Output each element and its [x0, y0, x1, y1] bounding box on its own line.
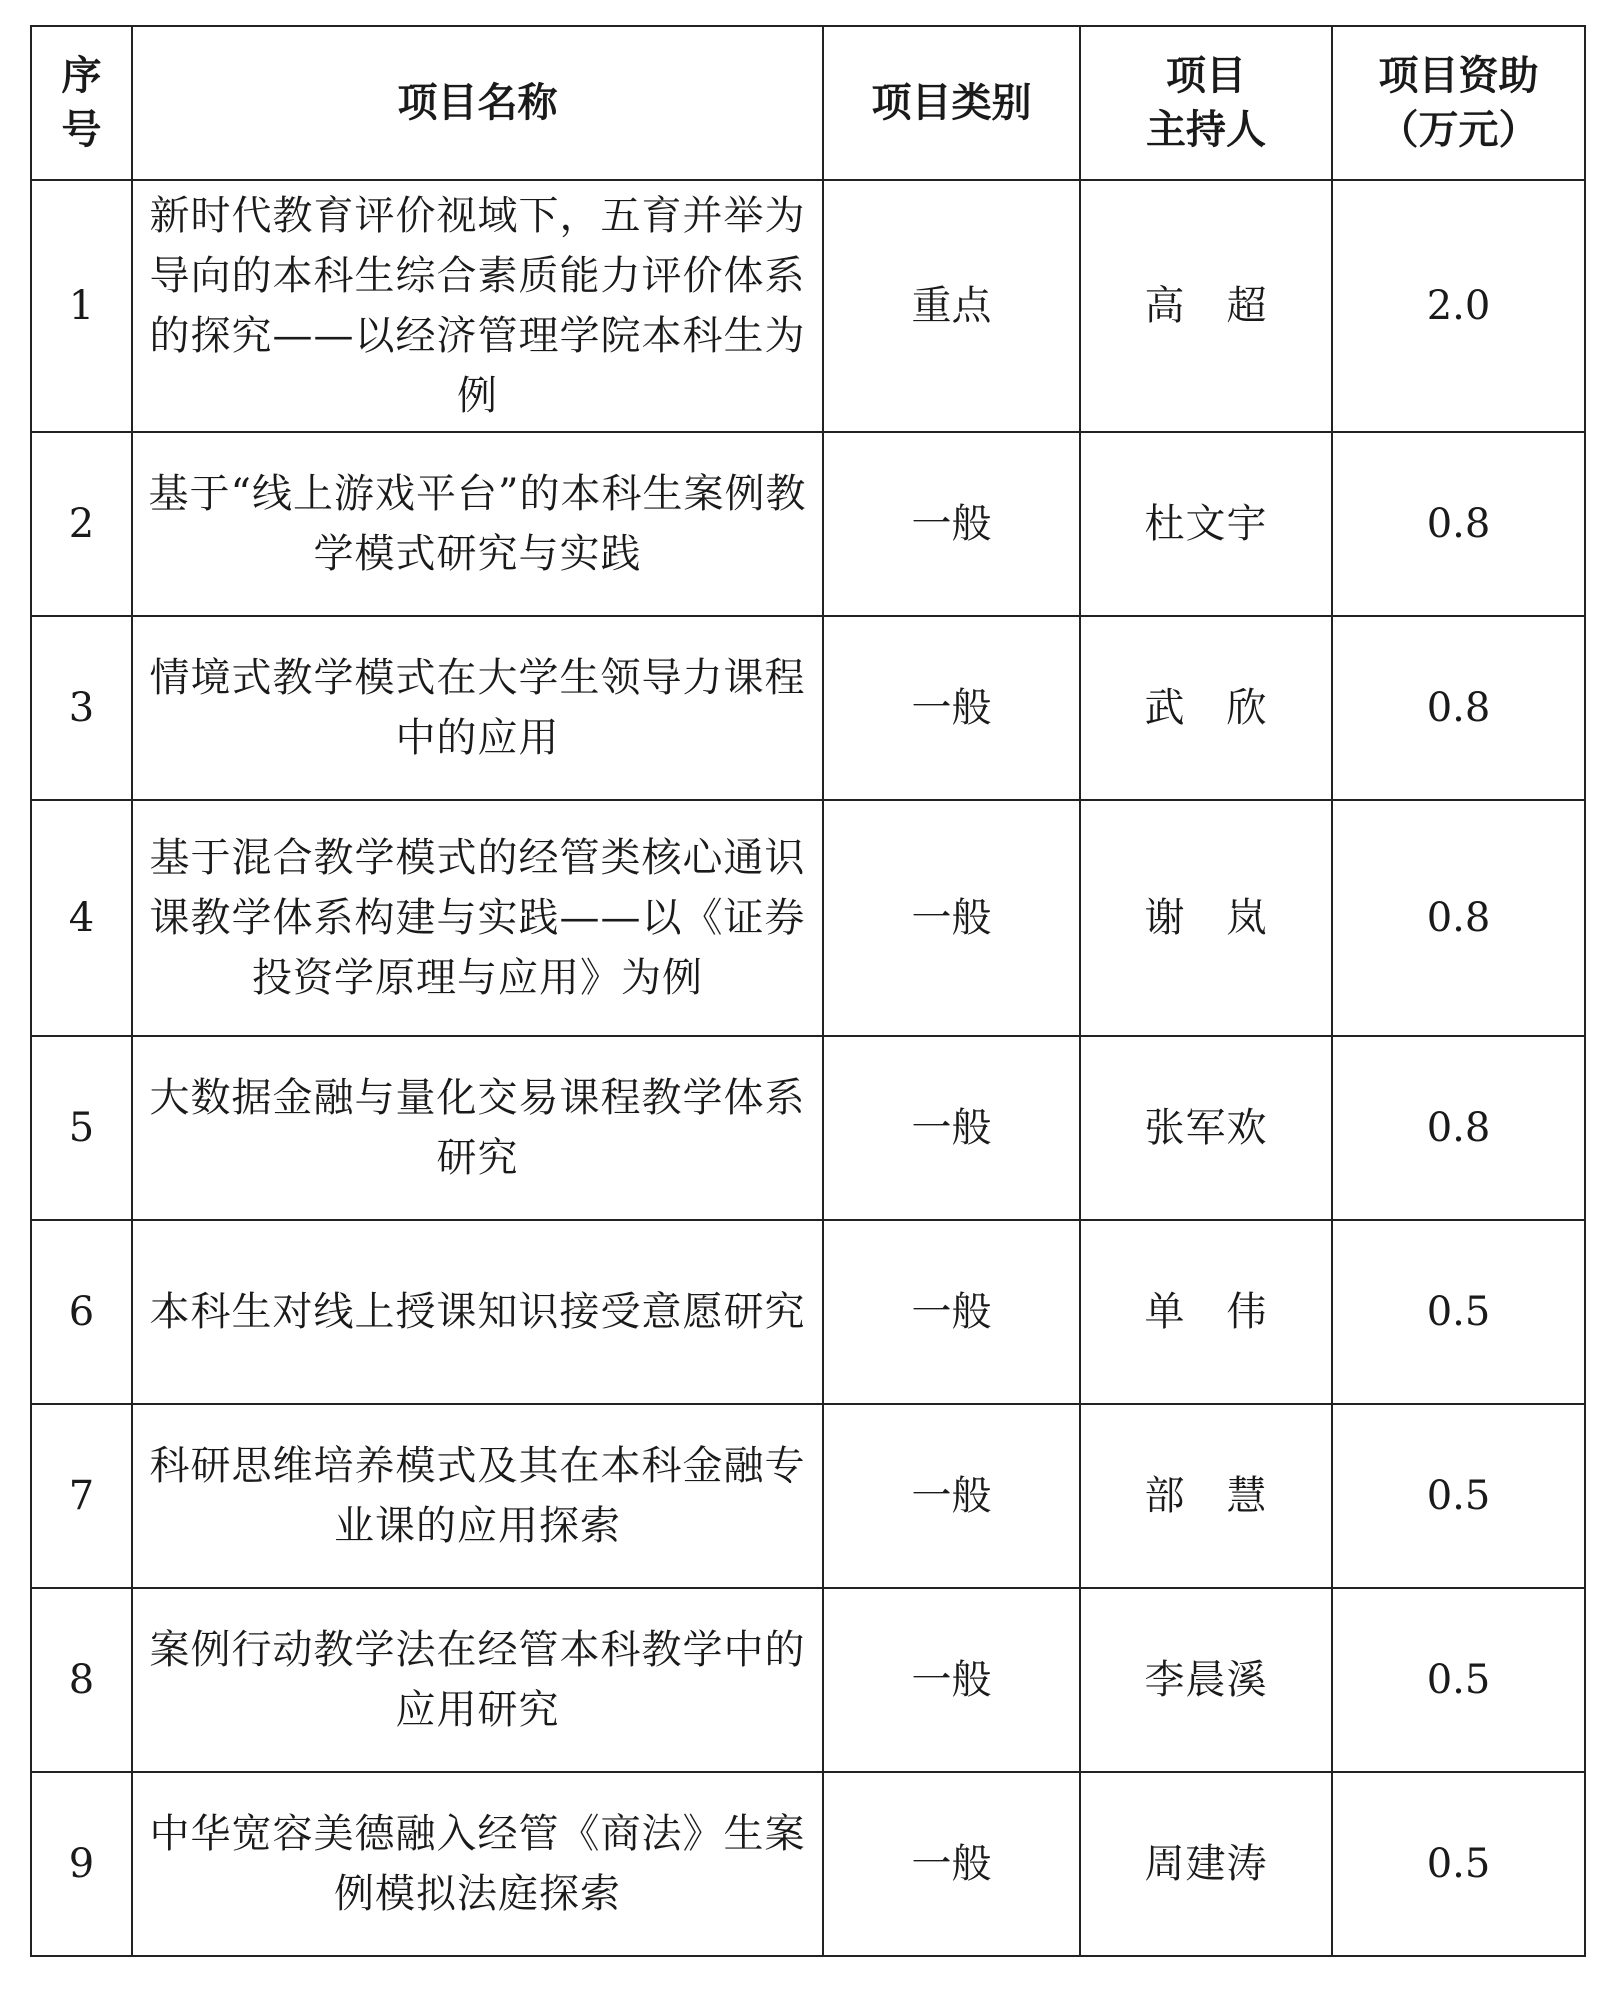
table-row	[31, 800, 1585, 1036]
row-project-funding: 2.0	[1332, 180, 1585, 432]
row-project-name: 案例行动教学法在经管本科教学中的应用研究	[132, 1588, 823, 1772]
row-project-funding: 0.5	[1332, 1588, 1585, 1772]
row-project-funding: 0.8	[1332, 616, 1585, 800]
row-serial-number: 6	[31, 1220, 132, 1404]
row-project-category: 一般	[823, 1220, 1080, 1404]
row-project-name: 科研思维培养模式及其在本科金融专业课的应用探索	[132, 1404, 823, 1588]
row-serial-number: 8	[31, 1588, 132, 1772]
row-project-category: 一般	[823, 1404, 1080, 1588]
row-project-leader-text: 杜文宇	[1144, 501, 1268, 547]
row-serial-number: 2	[31, 432, 132, 616]
header-project-leader	[1080, 26, 1332, 180]
row-project-category: 一般	[823, 1772, 1080, 1956]
row-project-funding: 0.5	[1332, 1772, 1585, 1956]
row-project-funding: 0.8	[1332, 432, 1585, 616]
row-project-category: 一般	[823, 1036, 1080, 1220]
row-project-leader	[1080, 1588, 1332, 1772]
projects-table	[30, 25, 1586, 1957]
row-project-leader	[1080, 800, 1332, 1036]
header-project-funding-line1: 项目资助	[1378, 53, 1539, 99]
row-project-name: 大数据金融与量化交易课程教学体系研究	[132, 1036, 823, 1220]
row-serial-number: 1	[31, 180, 132, 432]
row-project-name: 基于混合教学模式的经管类核心通识课教学体系构建与实践——以《证券投资学原理与应用》为例	[132, 800, 823, 1036]
row-serial-number: 4	[31, 800, 132, 1036]
row-serial-number: 7	[31, 1404, 132, 1588]
table-row	[31, 616, 1585, 800]
row-serial-number: 3	[31, 616, 132, 800]
row-project-funding: 0.8	[1332, 800, 1585, 1036]
row-serial-number: 9	[31, 1772, 132, 1956]
row-project-leader	[1080, 1404, 1332, 1588]
table-row	[31, 1220, 1585, 1404]
row-project-leader	[1080, 616, 1332, 800]
row-project-funding: 0.5	[1332, 1220, 1585, 1404]
row-project-leader-text: 单 伟	[1144, 1289, 1268, 1335]
table-row	[31, 1588, 1585, 1772]
row-project-leader	[1080, 1220, 1332, 1404]
table-row	[31, 1036, 1585, 1220]
header-project-category: 项目类别	[823, 26, 1080, 180]
row-project-leader	[1080, 1036, 1332, 1220]
table-row	[31, 432, 1585, 616]
row-project-name: 本科生对线上授课知识接受意愿研究	[132, 1220, 823, 1404]
header-serial-number: 序号	[31, 26, 132, 180]
row-project-name: 情境式教学模式在大学生领导力课程中的应用	[132, 616, 823, 800]
table-header-row	[31, 26, 1585, 180]
row-project-leader-text: 李晨溪	[1144, 1657, 1268, 1703]
table-row	[31, 180, 1585, 432]
row-project-funding: 0.5	[1332, 1404, 1585, 1588]
row-project-leader-text: 武 欣	[1144, 685, 1268, 731]
row-project-category: 一般	[823, 800, 1080, 1036]
row-project-leader	[1080, 1772, 1332, 1956]
row-project-leader-text: 张军欢	[1144, 1105, 1268, 1151]
header-project-leader-line1: 项目	[1166, 53, 1246, 99]
row-project-leader-text: 谢 岚	[1144, 895, 1268, 941]
row-project-leader-text: 部 慧	[1144, 1473, 1268, 1519]
header-project-funding-line2: （万元）	[1378, 107, 1539, 153]
row-project-leader	[1080, 180, 1332, 432]
row-project-leader	[1080, 432, 1332, 616]
row-project-name: 新时代教育评价视域下，五育并举为导向的本科生综合素质能力评价体系的探究——以经济管理学院本科生为例	[132, 180, 823, 432]
row-project-category: 一般	[823, 616, 1080, 800]
row-project-name: 基于“线上游戏平台”的本科生案例教学模式研究与实践	[132, 432, 823, 616]
table-row	[31, 1404, 1585, 1588]
row-project-category: 一般	[823, 432, 1080, 616]
header-project-name: 项目名称	[132, 26, 823, 180]
row-project-category: 重点	[823, 180, 1080, 432]
table-row	[31, 1772, 1585, 1956]
row-project-leader-text: 周建涛	[1144, 1841, 1268, 1887]
row-project-funding: 0.8	[1332, 1036, 1585, 1220]
row-serial-number: 5	[31, 1036, 132, 1220]
header-project-funding	[1332, 26, 1585, 180]
row-project-category: 一般	[823, 1588, 1080, 1772]
row-project-leader-text: 高 超	[1144, 283, 1268, 329]
row-project-name: 中华宽容美德融入经管《商法》生案例模拟法庭探索	[132, 1772, 823, 1956]
header-project-leader-line2: 主持人	[1146, 107, 1266, 153]
